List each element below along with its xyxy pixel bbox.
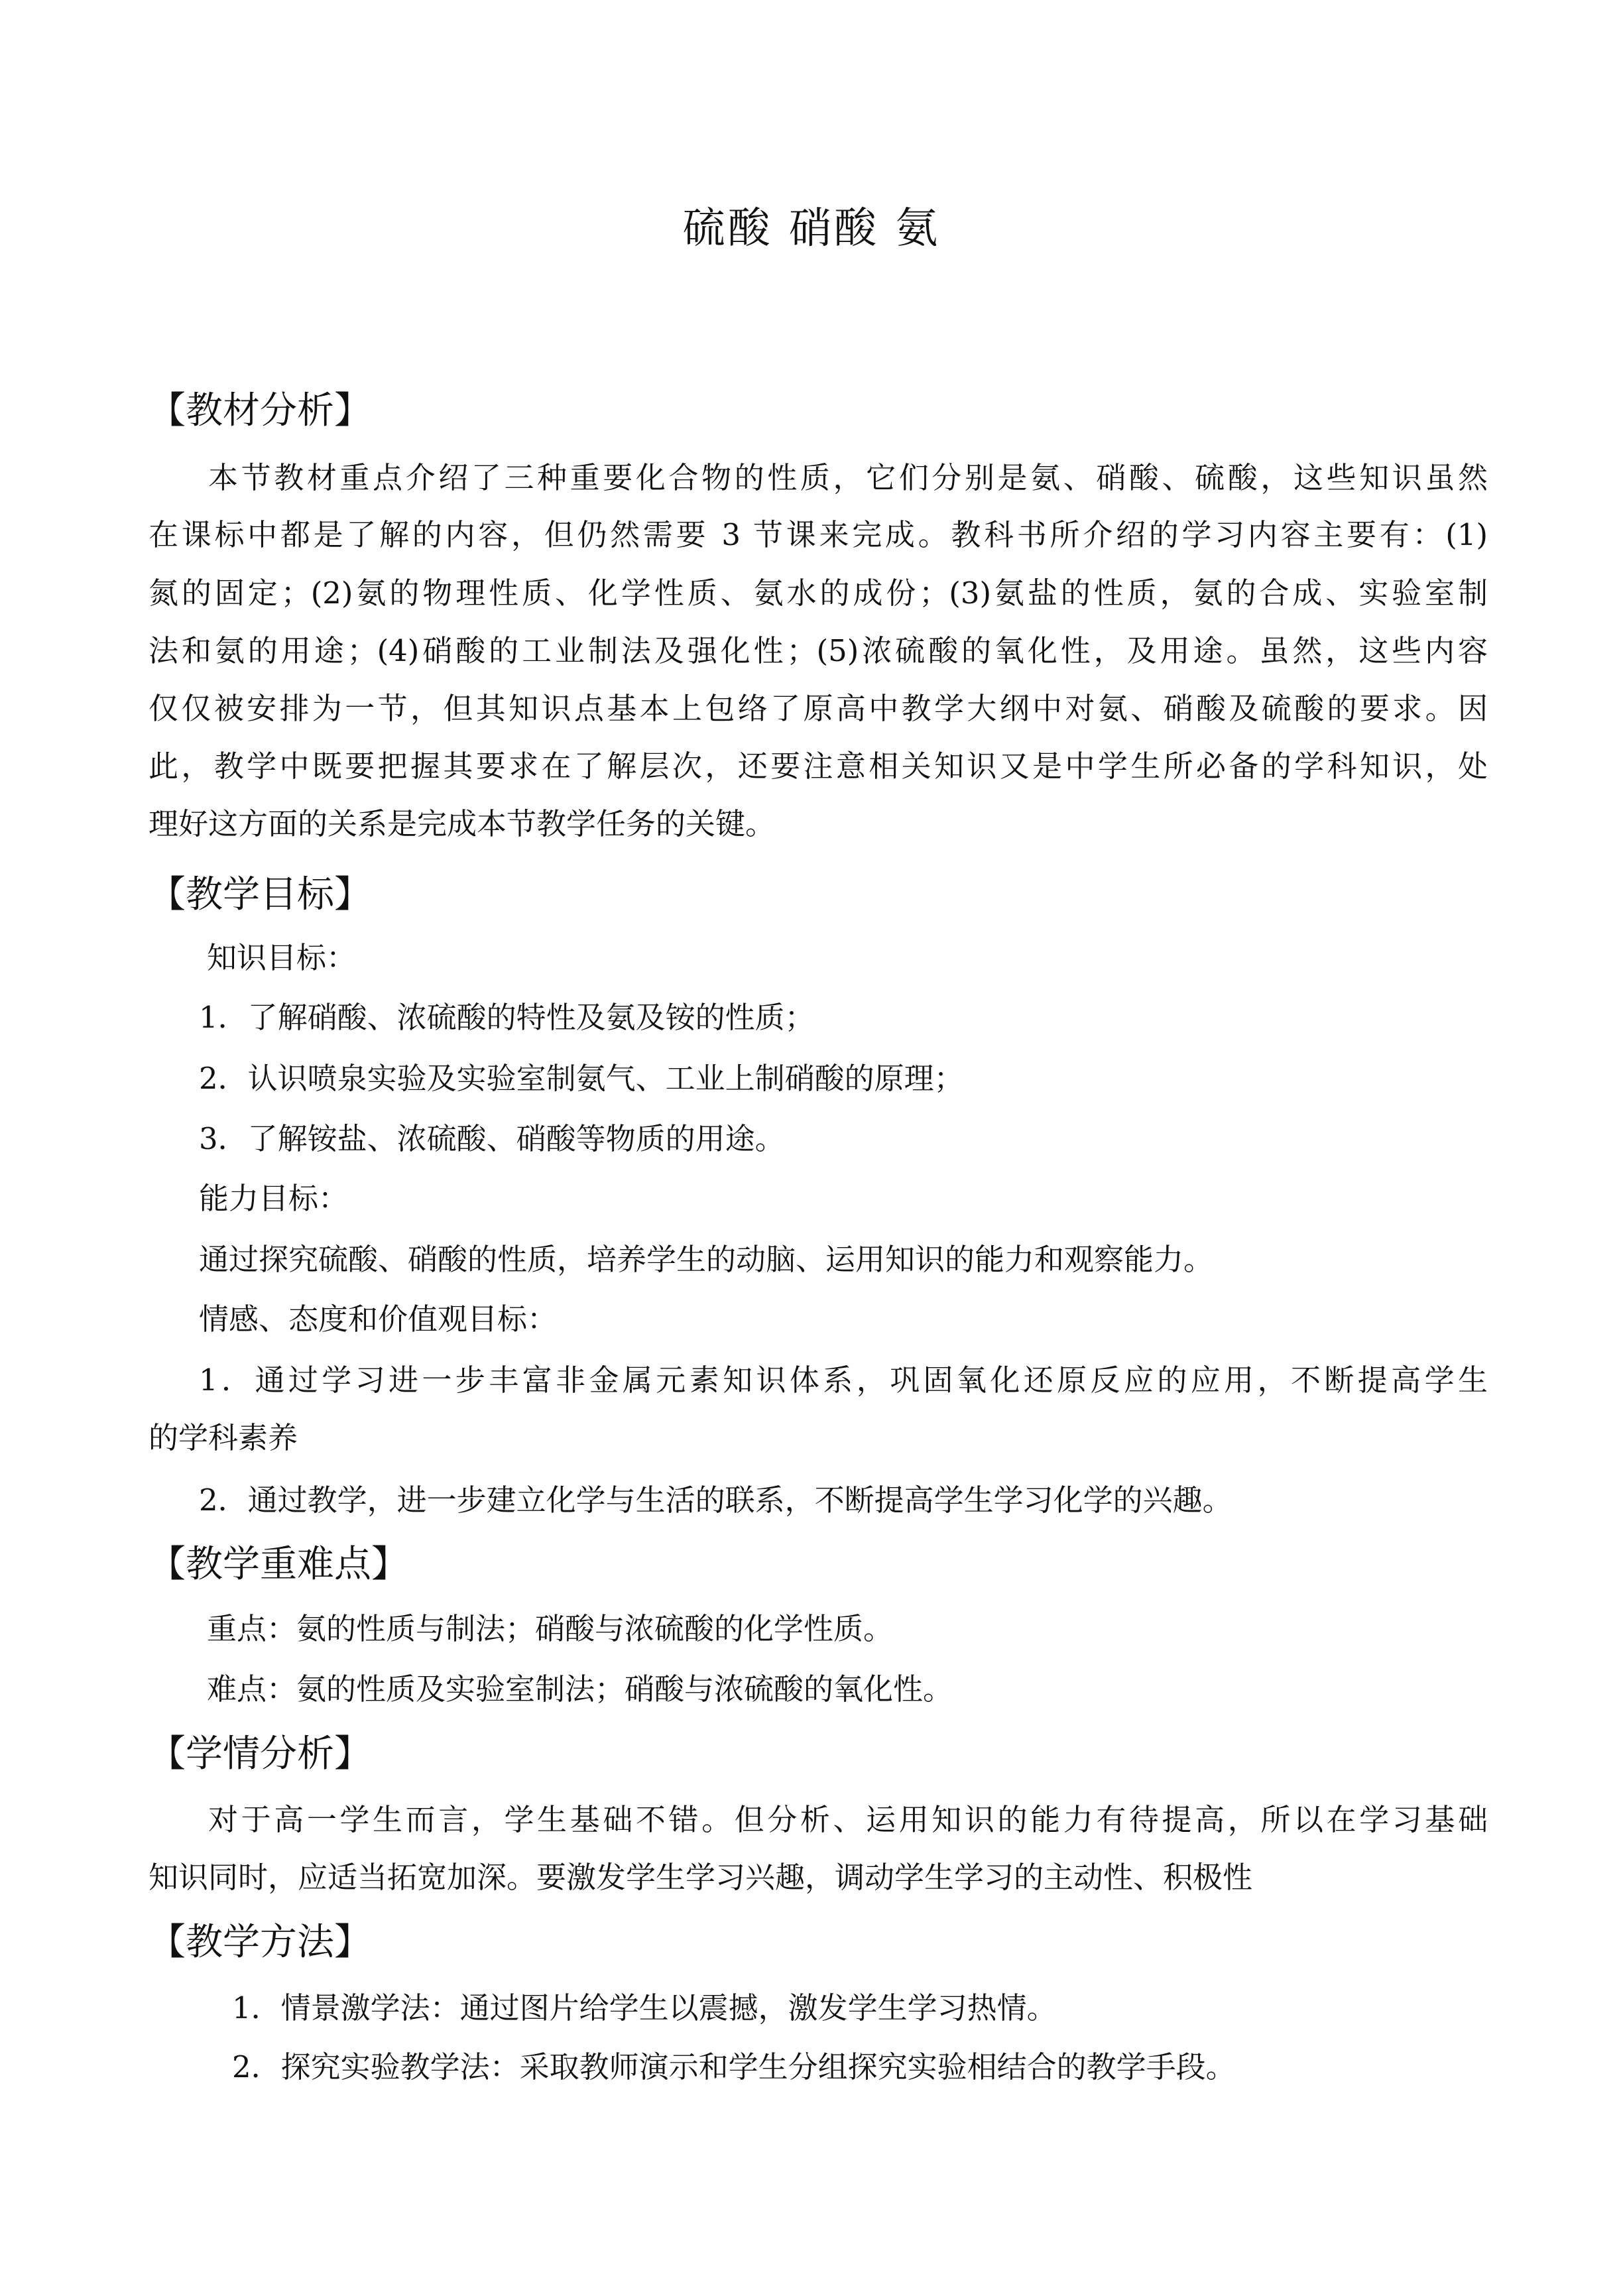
- key-point-text: 重点：氨的性质与制法；硝酸与浓硫酸的化学性质。: [207, 1611, 894, 1646]
- ability-goal-text: 通过探究硫酸、硝酸的性质，培养学生的动脑、运用知识的能力和观察能力。: [199, 1242, 1214, 1277]
- method-item-1: 1．情景激学法：通过图片给学生以震撼，激发学生学习热情。: [232, 1990, 1057, 2025]
- knowledge-goal-2: 2．认识喷泉实验及实验室制氨气、工业上制硝酸的原理；: [199, 1061, 964, 1096]
- students-line-1: 对于高一学生而言，学生基础不错。但分析、运用知识的能力有待提高，所以在学习基础: [208, 1802, 1488, 1837]
- section-heading-key-points: 【教学重难点】: [149, 1543, 408, 1586]
- analysis-line-6: 此，教学中既要把握其要求在了解层次，还要注意相关知识又是中学生所必备的学科知识，处: [149, 749, 1488, 784]
- document-title: 硫酸 硝酸 氨: [682, 204, 941, 253]
- students-line-2: 知识同时，应适当拓宽加深。要激发学生学习兴趣，调动学生学习的主动性、积极性: [149, 1860, 1253, 1895]
- analysis-line-5: 仅仅被安排为一节，但其知识点基本上包络了原高中教学大纲中对氨、硝酸及硫酸的要求。因: [149, 691, 1488, 726]
- analysis-line-2: 在课标中都是了解的内容，但仍然需要 3 节课来完成。教科书所介绍的学习内容主要有：(1): [149, 517, 1488, 552]
- analysis-line-4: 法和氨的用途；(4)硝酸的工业制法及强化性；(5)浓硫酸的氧化性，及用途。虽然，这些内容: [149, 633, 1488, 668]
- emotion-goals-label: 情感、态度和价值观目标：: [199, 1301, 558, 1337]
- section-heading-methods: 【教学方法】: [149, 1921, 371, 1964]
- knowledge-goal-1: 1．了解硝酸、浓硫酸的特性及氨及铵的性质；: [199, 1000, 815, 1035]
- difficult-point-text: 难点：氨的性质及实验室制法；硝酸与浓硫酸的氧化性。: [207, 1671, 953, 1707]
- analysis-line-7: 理好这方面的关系是完成本节教学任务的关键。: [149, 806, 776, 841]
- emotion-goal-1-line-1: 1．通过学习进一步丰富非金属元素知识体系，巩固氧化还原反应的应用，不断提高学生: [199, 1362, 1488, 1398]
- knowledge-goals-label: 知识目标：: [207, 940, 357, 975]
- ability-goals-label: 能力目标：: [199, 1181, 349, 1216]
- analysis-line-3: 氮的固定；(2)氨的物理性质、化学性质、氨水的成份；(3)氨盐的性质，氨的合成、实验室制: [149, 575, 1488, 611]
- analysis-line-1: 本节教材重点介绍了三种重要化合物的性质，它们分别是氨、硝酸、硫酸，这些知识虽然: [208, 460, 1488, 495]
- knowledge-goal-3: 3．了解铵盐、浓硫酸、硝酸等物质的用途。: [199, 1121, 785, 1156]
- method-item-2: 2．探究实验教学法：采取教师演示和学生分组探究实验相结合的教学手段。: [232, 2049, 1236, 2085]
- section-heading-students: 【学情分析】: [149, 1732, 371, 1776]
- section-heading-goals: 【教学目标】: [149, 873, 371, 916]
- emotion-goal-1-line-2: 的学科素养: [149, 1420, 298, 1455]
- emotion-goal-2: 2．通过教学，进一步建立化学与生活的联系，不断提高学生学习化学的兴趣。: [199, 1482, 1232, 1518]
- section-heading-analysis: 【教材分析】: [149, 389, 371, 432]
